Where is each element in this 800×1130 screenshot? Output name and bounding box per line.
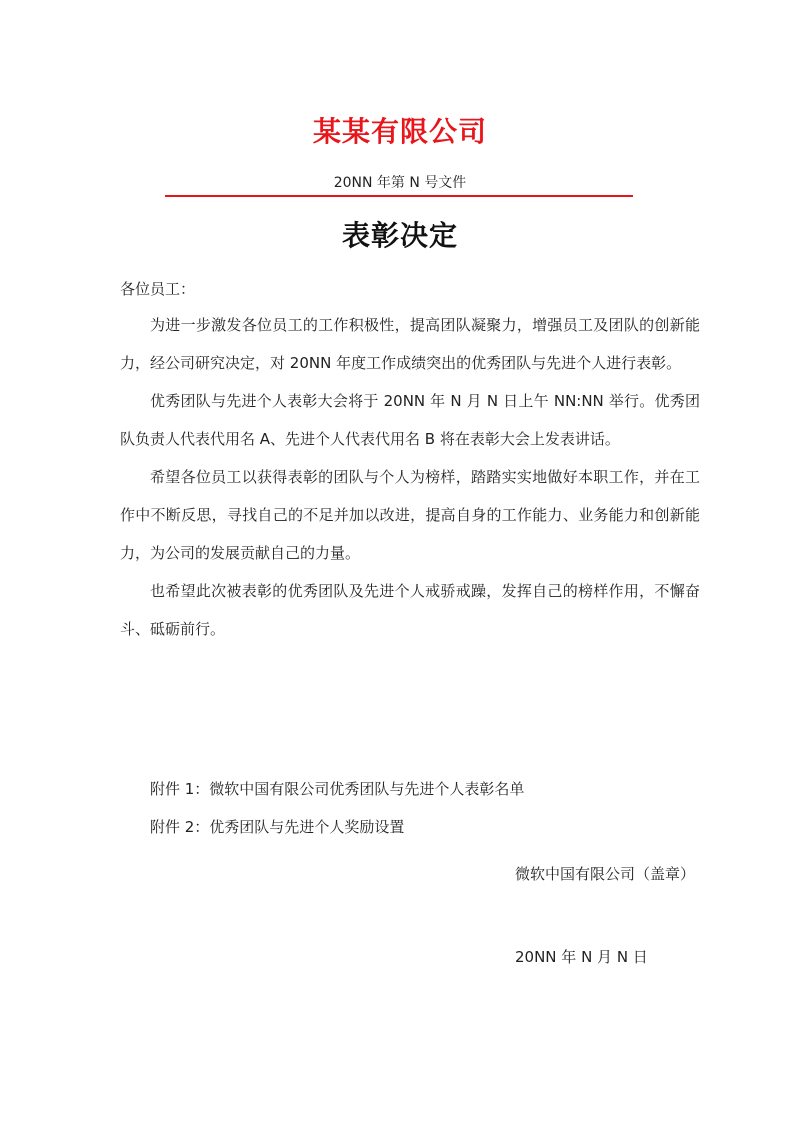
paragraph: 也希望此次被表彰的优秀团队及先进个人戒骄戒躁，发挥自己的榜样作用，不懈奋斗、砥砺前行。 (120, 582, 700, 638)
signature-block (120, 855, 700, 893)
document-heading: 表彰决定 (341, 219, 458, 252)
company-title: 某某有限公司 (312, 115, 487, 148)
paragraph: 希望各位员工以获得表彰的团队与个人为榜样，踏踏实实地做好本职工作，并在工作中不断反思，寻找自己的不足并加以改进，提高自身的工作能力、业务能力和创新能力，为公司的发展贡献自己的力量。 (120, 468, 700, 562)
signature-company: 微软中国有限公司（盖章） (515, 865, 696, 883)
attachment-item: 附件 2：优秀团队与先进个人奖励设置 (150, 818, 405, 836)
paragraph: 为进一步激发各位员工的工作积极性，提高团队凝聚力，增强员工及团队的创新能力，经公司研究决定，对 20NN 年度工作成绩突出的优秀团队与先进个人进行表彰。 (120, 316, 700, 372)
attachment-list (120, 770, 700, 846)
paragraph: 优秀团队与先进个人表彰大会将于 20NN 年 N 月 N 日上午 NN:NN 举行。优秀团队负责人代表代用名 A、先进个人代表代用名 B 将在表彰大会上发表讲话。 (120, 392, 700, 448)
salutation: 各位员工： (120, 280, 196, 298)
document-number: 20NN 年第 N 号文件 (333, 175, 467, 191)
document-date: 20NN 年 N 月 N 日 (515, 948, 648, 966)
body-paragraphs (120, 306, 700, 648)
red-header-divider (165, 195, 633, 197)
attachment-item: 附件 1：微软中国有限公司优秀团队与先进个人表彰名单 (150, 780, 525, 798)
